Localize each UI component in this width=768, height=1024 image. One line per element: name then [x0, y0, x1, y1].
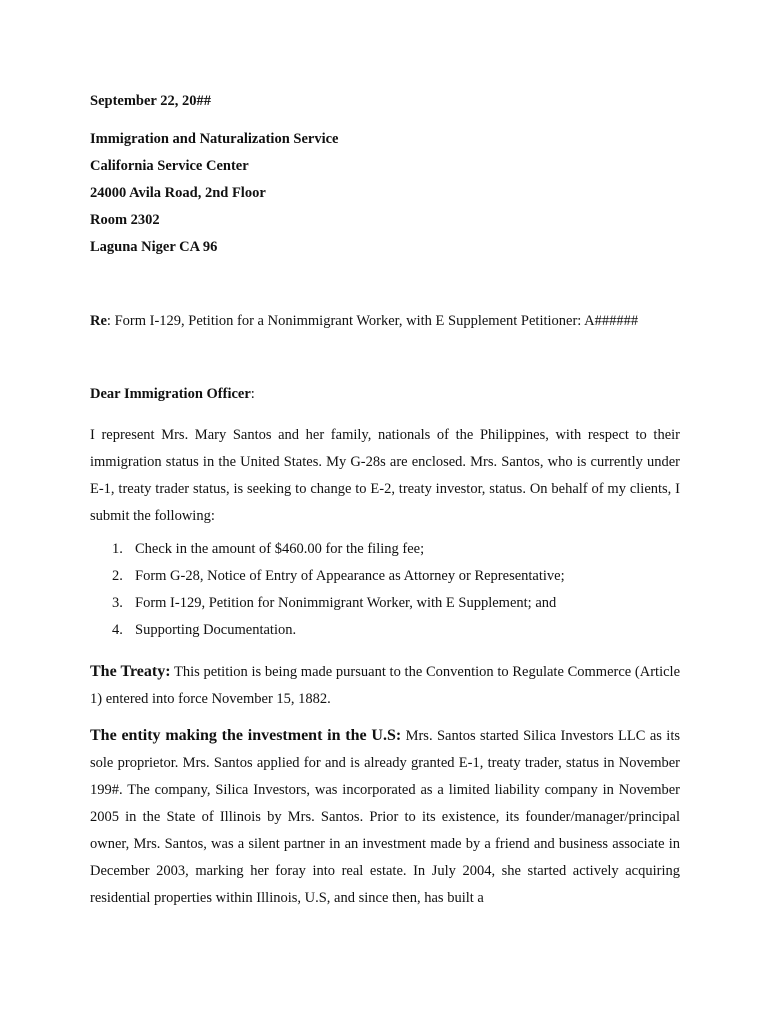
list-item [90, 567, 680, 594]
list-text: Check in the amount of $460.00 for the filing fee; [135, 541, 425, 557]
address-line: California Service Center [90, 158, 249, 174]
recipient-address [90, 130, 339, 265]
list-number: 1. [112, 541, 123, 557]
subject-label: Re [90, 313, 107, 329]
treaty-paragraph [90, 658, 680, 713]
list-item [90, 540, 680, 567]
treaty-heading: The Treaty: [90, 663, 171, 680]
address-line: Immigration and Naturalization Service [90, 131, 339, 147]
intro-paragraph: I represent Mrs. Mary Santos and her family, nationals of the Philippines, with respect to their immigration status in the United States. My G-28s are enclosed. Mrs. Santos, who is currently under E-1, treaty trader status, is seeking to change to E-2, treaty investor, status. On behalf of my clients, I submit the following: [90, 427, 680, 524]
entity-text: Mrs. Santos started Silica Investors LLC as its sole proprietor. Mrs. Santos applied for and is already granted E-1, treaty trader, status in November 199#. The company, Silica Investors, was incorporated as a limited liability company in November 2005 in the State of Illinois by Mrs. Santos. Prior to its existence, its founder/manager/principal owner, Mrs. Santos, was a silent partner in an investment made by a friend and business associate in December 2003, marking her foray into real estate. In July 2004, she started actively acquiring residential properties within Illinois, U.S, and since then, has built a [90, 728, 681, 906]
list-text: Form G-28, Notice of Entry of Appearance as Attorney or Representative; [135, 568, 565, 584]
salutation-punct: : [250, 386, 255, 402]
treaty-text: This petition is being made pursuant to the Convention to Regulate Commerce (Article 1) entered into force November 15, 1882. [90, 664, 680, 707]
address-line: Room 2302 [90, 212, 160, 228]
salutation-text: Dear Immigration Officer [90, 386, 251, 402]
enclosure-list [90, 540, 680, 648]
list-text: Form I-129, Petition for Nonimmigrant Worker, with E Supplement; and [135, 595, 557, 611]
salutation [90, 386, 255, 403]
letter-date: September 22, 20## [90, 93, 211, 109]
address-line: 24000 Avila Road, 2nd Floor [90, 185, 266, 201]
entity-paragraph [90, 722, 680, 912]
list-number: 3. [112, 595, 123, 611]
subject-text: : Form I-129, Petition for a Nonimmigrant Worker, with E Supplement Petitioner: A###### [106, 313, 639, 329]
list-number: 2. [112, 568, 123, 584]
subject-line [90, 313, 638, 330]
address-line: Laguna Niger CA 96 [90, 239, 218, 255]
list-text: Supporting Documentation. [135, 622, 297, 638]
list-number: 4. [112, 622, 123, 638]
list-item [90, 594, 680, 621]
list-item [90, 621, 680, 648]
entity-heading: The entity making the investment in the U.S: [90, 727, 402, 744]
